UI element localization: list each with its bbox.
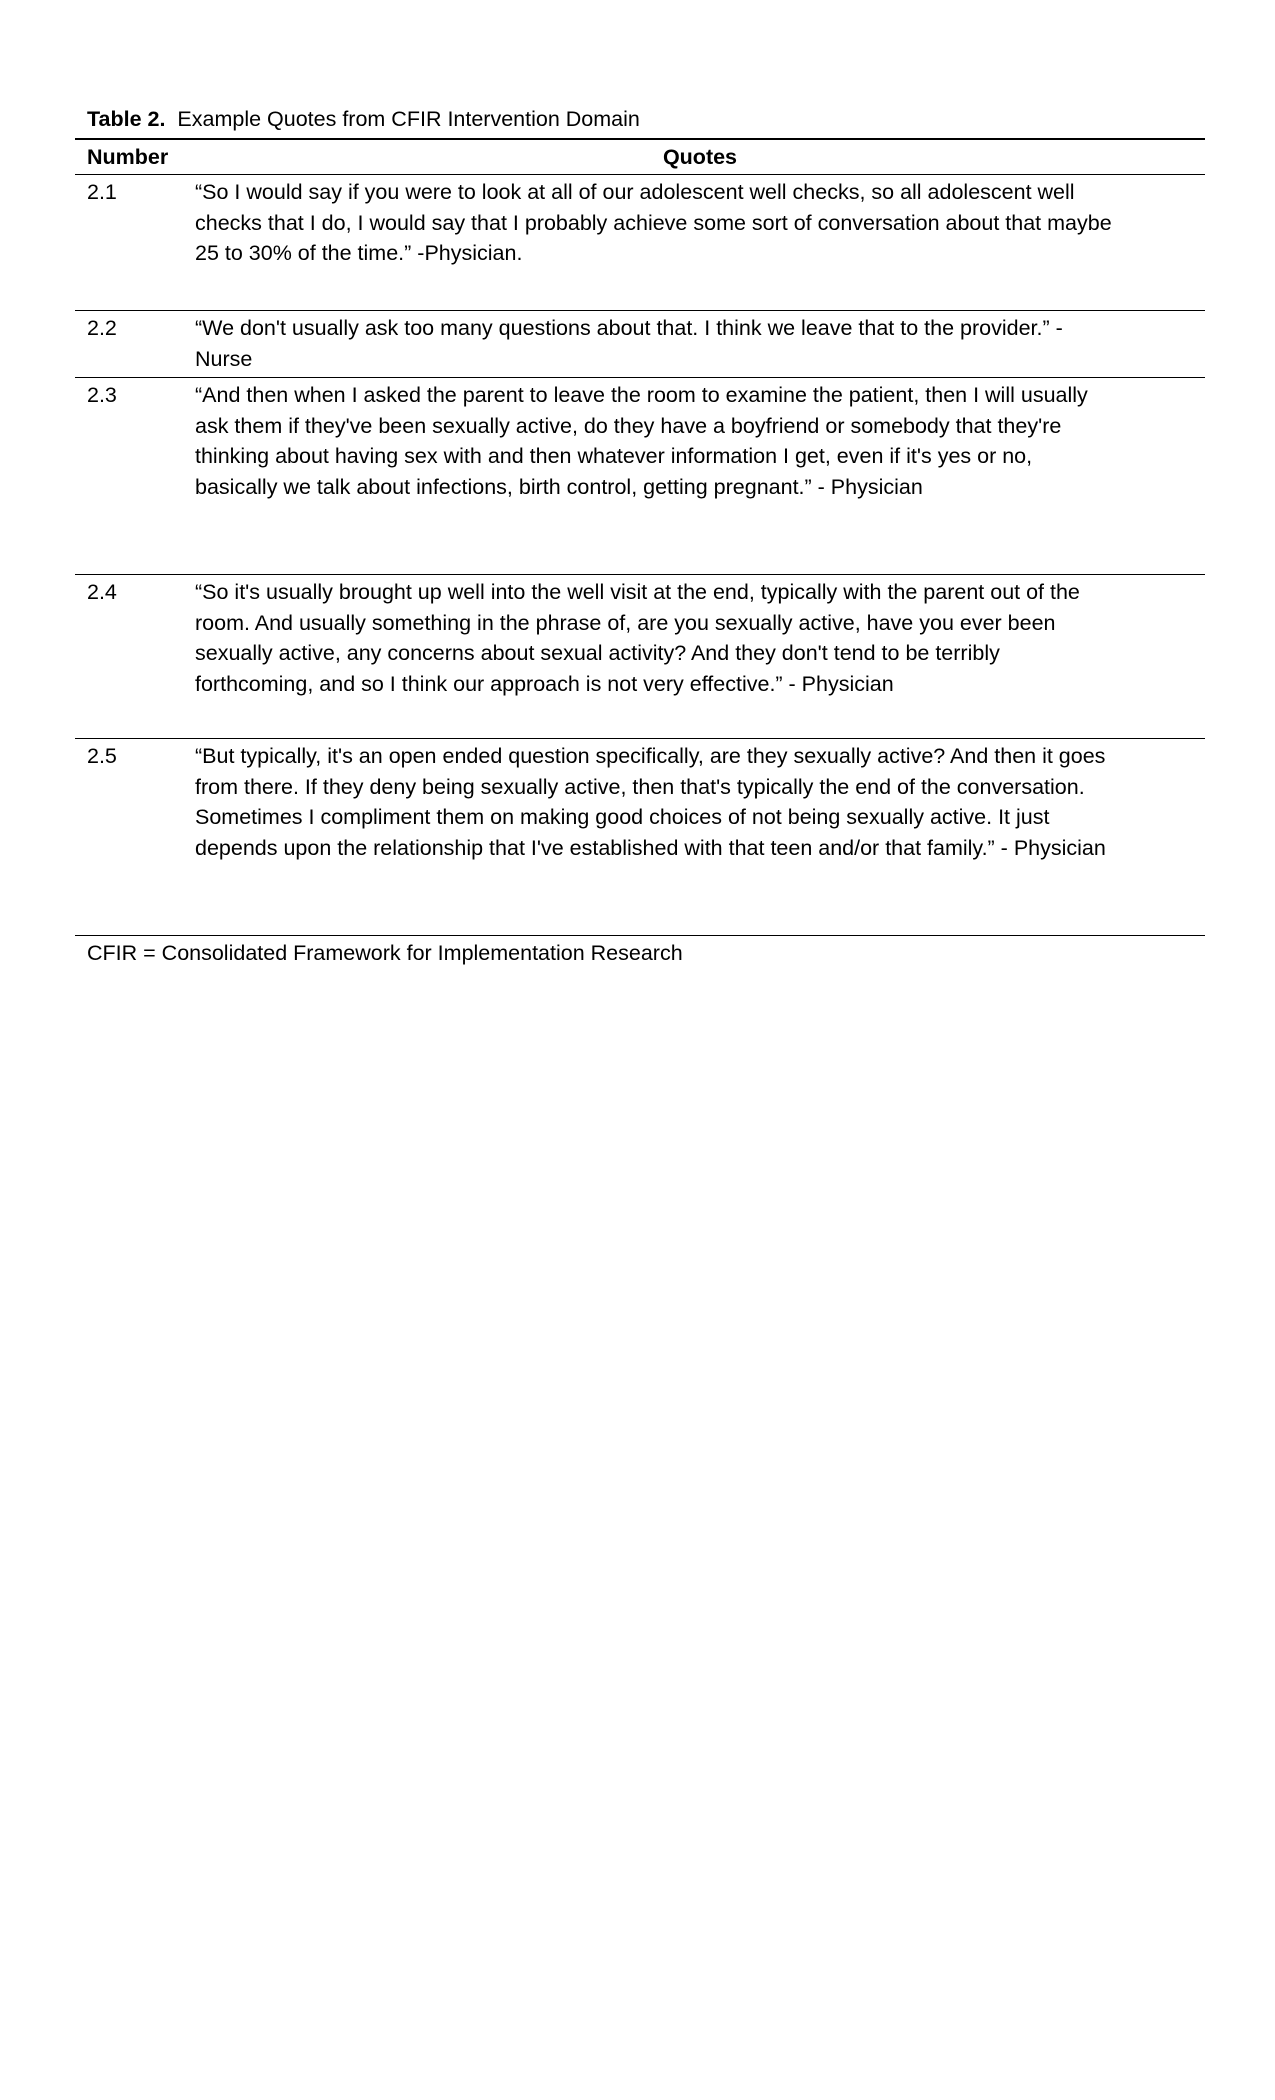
quote-line: basically we talk about infections, birth control, getting pregnant.” - Physician — [195, 474, 923, 499]
row-number: 2.3 — [87, 383, 117, 407]
table-caption-text: Example Quotes from CFIR Intervention Domain — [177, 107, 640, 131]
quote-line: depends upon the relationship that I've established with that teen and/or that family.” - Physician — [195, 835, 1106, 860]
header-number: Number — [87, 144, 169, 169]
row-quote — [195, 577, 1205, 738]
quote-line: “But typically, it's an open ended question specifically, are they sexually active? And then it goes — [195, 744, 1106, 768]
quote-line: “We don't usually ask too many questions about that. I think we leave that to the provider.” - — [195, 316, 1063, 340]
table-header-row — [75, 140, 1205, 174]
table-footnote: CFIR = Consolidated Framework for Implementation Research — [87, 941, 683, 965]
row-quote — [195, 313, 1205, 377]
quote-line: “So I would say if you were to look at all of our adolescent well checks, so all adolescent well — [195, 180, 1075, 204]
table-row — [75, 378, 1205, 574]
quote-line: thinking about having sex with and then whatever information I get, even if it's yes or no, — [195, 444, 1033, 468]
table-caption — [75, 104, 1205, 138]
quote-line: forthcoming, and so I think our approach is not very effective.” - Physician — [195, 671, 894, 696]
document-page — [75, 104, 1205, 968]
row-quote — [195, 177, 1205, 310]
quote-line: ask them if they've been sexually active, do they have a boyfriend or somebody that they're — [195, 413, 1062, 438]
quote-line: Nurse — [195, 346, 253, 371]
table-row — [75, 311, 1205, 377]
row-quote — [195, 741, 1205, 935]
header-quotes: Quotes — [662, 144, 738, 169]
table-row — [75, 739, 1205, 935]
quote-line: “So it's usually brought up well into the well visit at the end, typically with the parent out of the — [195, 580, 1080, 604]
row-number: 2.4 — [87, 580, 117, 604]
table-row — [75, 175, 1205, 310]
quote-line: Sometimes I compliment them on making good choices of not being sexually active. It just — [195, 805, 1050, 829]
quote-line: “And then when I asked the parent to leave the room to examine the patient, then I will usually — [195, 383, 1088, 407]
row-number: 2.2 — [87, 316, 117, 340]
row-quote — [195, 380, 1205, 574]
quote-line: room. And usually something in the phrase of, are you sexually active, have you ever been — [195, 610, 1056, 635]
row-number: 2.5 — [87, 744, 117, 768]
quote-line: from there. If they deny being sexually active, then that's typically the end of the conversation. — [195, 774, 1085, 799]
row-number: 2.1 — [87, 180, 117, 204]
quote-line: sexually active, any concerns about sexual activity? And they don't tend to be terribly — [195, 641, 1000, 665]
quote-line: 25 to 30% of the time.” -Physician. — [195, 241, 523, 265]
table-caption-label: Table 2. — [87, 107, 166, 131]
quote-line: checks that I do, I would say that I probably achieve some sort of conversation about that maybe — [195, 210, 1112, 235]
table-row — [75, 575, 1205, 738]
